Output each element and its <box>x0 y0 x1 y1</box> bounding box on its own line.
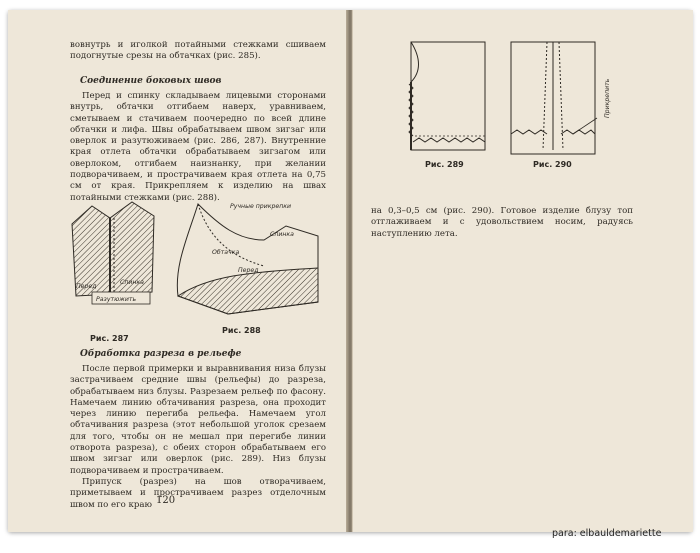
fig288-label-facing: Обтачка <box>212 249 240 256</box>
caption-288: Рис. 288 <box>222 326 261 335</box>
paragraph-side-seams <box>70 91 326 204</box>
paragraph-slit <box>70 364 326 511</box>
caption-289: Рис. 289 <box>425 160 464 169</box>
heading-side-seams: Соединение боковых швов <box>80 76 222 86</box>
figure-287-illustration <box>62 196 168 314</box>
fig288-label-front: Перед <box>238 267 259 274</box>
paragraph-intro <box>70 40 326 63</box>
caption-290: Рис. 290 <box>533 160 572 169</box>
paragraph-slit-text-1: После первой примерки и выравнивания низа блузы застрачиваем средние швы (рельефы) до разреза, обрабатываем низ блузы. Разрезаем рельеф по фасону. Намечаем линию обтачивания разреза, она проходит через линию перегиба рельефа. Намечаем угол обтачивания разреза (этот небольшой уголок срезаем для того, чтобы он не мешал при перегибе линии отворота разреза), с обеих сторон обрабатываем его швом зигзаг или оверлок (рис. 289). Низ блузы подворачиваем и прострачиваем. <box>70 364 326 476</box>
paragraph-side-seams-text: Перед и спинку складываем лицевыми сторонами внутрь, обтачки отгибаем наверх, уравниваем, сметываем и стачиваем поочередно по всей длине обтачки и лифа. Швы обрабатываем швом зигзаг или оверлок и разутюживаем (рис. 286, 287). Внутренние края отлета обтачки обрабатываем зигзагом или оверлоком, отгибаем наизнанку, при желании подворачиваем, и прострачиваем края отлета на 0,75 см от края. Прикрепляем к изделию на швах потайными стежками (рис. 288). <box>70 91 326 203</box>
paragraph-finish-text: на 0,3–0,5 см (рис. 290). Готовое изделие блузу топ отглаживаем и с удовольствием носим, радуясь наступлению лета. <box>371 206 633 239</box>
fig287-label-back: Спинка <box>120 279 144 286</box>
paragraph-finish <box>371 206 633 240</box>
left-page <box>8 10 349 532</box>
heading-slit: Обработка разреза в рельефе <box>80 349 242 359</box>
fig288-label-hand-tacks: Ручные прикрепки <box>230 203 292 210</box>
paragraph-intro-text: вовнутрь и иголкой потайными стежками сшиваем подогнутые срезы на обтачках (рис. 285). <box>70 40 326 62</box>
fig287-label-press: Разутюжить <box>96 296 137 303</box>
watermark: para: elbauldemariette <box>552 528 662 539</box>
caption-287: Рис. 287 <box>90 334 129 343</box>
fig290-label-attach: Прикрепить <box>604 78 611 118</box>
open-book <box>8 10 692 532</box>
right-page <box>352 10 693 532</box>
paragraph-slit-text-2: Припуск (разрез) на шов отворачиваем, приметываем и прострачиваем разрез отделочным швом по его краю <box>70 476 326 510</box>
fig287-label-front: Перед <box>76 283 97 290</box>
figure-290-illustration <box>503 38 623 168</box>
page-number: 120 <box>156 495 176 506</box>
figure-289-illustration <box>405 38 499 156</box>
fig288-label-back: Спинка <box>270 231 294 238</box>
figure-288-illustration <box>168 196 328 326</box>
